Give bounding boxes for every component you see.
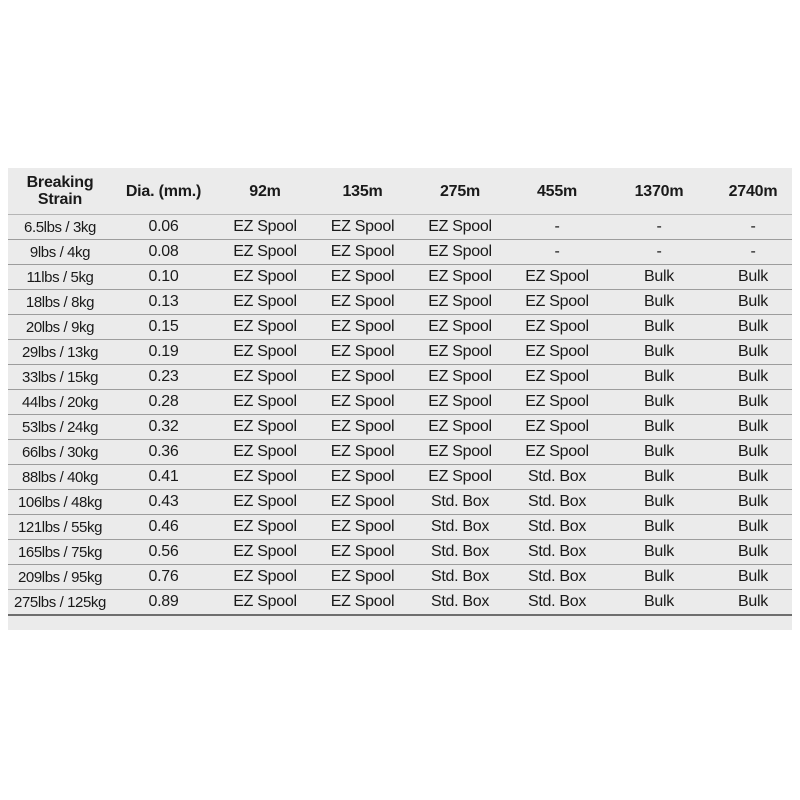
len-1370m-cell: Bulk	[604, 290, 714, 315]
len-135m-cell: EZ Spool	[315, 440, 410, 465]
breaking-strain-cell: 209lbs / 95kg	[8, 565, 112, 590]
len-275m-cell: Std. Box	[410, 515, 510, 540]
table-row	[8, 315, 792, 340]
len-92m-cell: EZ Spool	[215, 215, 315, 240]
breaking-strain-cell: 20lbs / 9kg	[8, 315, 112, 340]
diameter-cell: 0.13	[112, 290, 215, 315]
len-455m-cell: -	[510, 240, 604, 265]
breaking-strain-cell: 11lbs / 5kg	[8, 265, 112, 290]
len-2740m-cell: Bulk	[714, 315, 792, 340]
len-1370m-cell: Bulk	[604, 315, 714, 340]
len-1370m-cell: Bulk	[604, 415, 714, 440]
len-275m-cell: EZ Spool	[410, 390, 510, 415]
len-455m-cell: Std. Box	[510, 515, 604, 540]
len-275m-cell: EZ Spool	[410, 265, 510, 290]
header-92m: 92m	[249, 182, 281, 200]
table-row	[8, 215, 792, 240]
diameter-cell: 0.36	[112, 440, 215, 465]
len-2740m-cell: Bulk	[714, 290, 792, 315]
header-row	[8, 168, 792, 215]
table-row	[8, 290, 792, 315]
table-row	[8, 440, 792, 465]
len-1370m-cell: Bulk	[604, 490, 714, 515]
len-92m-cell: EZ Spool	[215, 515, 315, 540]
len-1370m-cell: Bulk	[604, 465, 714, 490]
len-92m-cell: EZ Spool	[215, 290, 315, 315]
table-row	[8, 365, 792, 390]
table-body	[8, 215, 792, 616]
len-2740m-cell: Bulk	[714, 390, 792, 415]
len-92m-cell: EZ Spool	[215, 540, 315, 565]
len-92m-cell: EZ Spool	[215, 490, 315, 515]
len-2740m-cell: Bulk	[714, 515, 792, 540]
len-92m-cell: EZ Spool	[215, 465, 315, 490]
table-row	[8, 515, 792, 540]
len-455m-cell: Std. Box	[510, 465, 604, 490]
len-1370m-cell: Bulk	[604, 565, 714, 590]
len-135m-cell: EZ Spool	[315, 315, 410, 340]
table-row	[8, 540, 792, 565]
len-92m-cell: EZ Spool	[215, 365, 315, 390]
table-row	[8, 390, 792, 415]
len-2740m-cell: Bulk	[714, 565, 792, 590]
len-455m-cell: -	[510, 215, 604, 240]
len-455m-cell: EZ Spool	[510, 340, 604, 365]
len-135m-cell: EZ Spool	[315, 240, 410, 265]
len-275m-cell: EZ Spool	[410, 415, 510, 440]
breaking-strain-cell: 66lbs / 30kg	[8, 440, 112, 465]
len-1370m-cell: Bulk	[604, 365, 714, 390]
len-455m-cell: Std. Box	[510, 565, 604, 590]
diameter-cell: 0.15	[112, 315, 215, 340]
table-header	[8, 168, 792, 215]
table-row	[8, 240, 792, 265]
len-2740m-cell: Bulk	[714, 415, 792, 440]
len-275m-cell: EZ Spool	[410, 440, 510, 465]
len-2740m-cell: Bulk	[714, 490, 792, 515]
len-455m-cell: EZ Spool	[510, 265, 604, 290]
breaking-strain-cell: 106lbs / 48kg	[8, 490, 112, 515]
diameter-cell: 0.32	[112, 415, 215, 440]
diameter-cell: 0.28	[112, 390, 215, 415]
len-2740m-cell: -	[714, 240, 792, 265]
len-1370m-cell: Bulk	[604, 440, 714, 465]
len-275m-cell: EZ Spool	[410, 215, 510, 240]
breaking-strain-cell: 53lbs / 24kg	[8, 415, 112, 440]
diameter-cell: 0.43	[112, 490, 215, 515]
len-275m-cell: EZ Spool	[410, 315, 510, 340]
len-135m-cell: EZ Spool	[315, 465, 410, 490]
len-135m-cell: EZ Spool	[315, 265, 410, 290]
len-135m-cell: EZ Spool	[315, 340, 410, 365]
len-275m-cell: Std. Box	[410, 540, 510, 565]
table-row	[8, 465, 792, 490]
len-92m-cell: EZ Spool	[215, 590, 315, 616]
breaking-strain-cell: 121lbs / 55kg	[8, 515, 112, 540]
diameter-cell: 0.08	[112, 240, 215, 265]
len-1370m-cell: Bulk	[604, 390, 714, 415]
len-135m-cell: EZ Spool	[315, 415, 410, 440]
diameter-cell: 0.10	[112, 265, 215, 290]
len-92m-cell: EZ Spool	[215, 315, 315, 340]
table-row	[8, 490, 792, 515]
len-2740m-cell: Bulk	[714, 440, 792, 465]
len-135m-cell: EZ Spool	[315, 390, 410, 415]
len-275m-cell: Std. Box	[410, 590, 510, 616]
len-455m-cell: EZ Spool	[510, 390, 604, 415]
len-135m-cell: EZ Spool	[315, 540, 410, 565]
header-breaking-line1: Breaking	[26, 174, 94, 191]
len-135m-cell: EZ Spool	[315, 490, 410, 515]
len-135m-cell: EZ Spool	[315, 365, 410, 390]
breaking-strain-cell: 33lbs / 15kg	[8, 365, 112, 390]
len-1370m-cell: Bulk	[604, 340, 714, 365]
table-row	[8, 265, 792, 290]
len-455m-cell: EZ Spool	[510, 315, 604, 340]
breaking-strain-cell: 275lbs / 125kg	[8, 590, 112, 616]
table-row	[8, 590, 792, 616]
len-2740m-cell: Bulk	[714, 365, 792, 390]
len-135m-cell: EZ Spool	[315, 215, 410, 240]
len-135m-cell: EZ Spool	[315, 515, 410, 540]
len-1370m-cell: Bulk	[604, 540, 714, 565]
spec-table	[8, 168, 792, 616]
len-275m-cell: Std. Box	[410, 565, 510, 590]
table-row	[8, 415, 792, 440]
len-1370m-cell: -	[604, 240, 714, 265]
breaking-strain-cell: 44lbs / 20kg	[8, 390, 112, 415]
len-92m-cell: EZ Spool	[215, 340, 315, 365]
len-135m-cell: EZ Spool	[315, 590, 410, 616]
breaking-strain-cell: 29lbs / 13kg	[8, 340, 112, 365]
len-1370m-cell: Bulk	[604, 590, 714, 616]
len-1370m-cell: -	[604, 215, 714, 240]
diameter-cell: 0.23	[112, 365, 215, 390]
breaking-strain-cell: 165lbs / 75kg	[8, 540, 112, 565]
diameter-cell: 0.76	[112, 565, 215, 590]
len-135m-cell: EZ Spool	[315, 290, 410, 315]
len-2740m-cell: Bulk	[714, 465, 792, 490]
diameter-cell: 0.19	[112, 340, 215, 365]
diameter-cell: 0.56	[112, 540, 215, 565]
table-row	[8, 340, 792, 365]
len-92m-cell: EZ Spool	[215, 565, 315, 590]
len-455m-cell: Std. Box	[510, 590, 604, 616]
len-1370m-cell: Bulk	[604, 515, 714, 540]
len-2740m-cell: -	[714, 215, 792, 240]
len-455m-cell: EZ Spool	[510, 290, 604, 315]
len-135m-cell: EZ Spool	[315, 565, 410, 590]
diameter-cell: 0.89	[112, 590, 215, 616]
len-2740m-cell: Bulk	[714, 590, 792, 616]
len-92m-cell: EZ Spool	[215, 415, 315, 440]
breaking-strain-cell: 9lbs / 4kg	[8, 240, 112, 265]
len-455m-cell: EZ Spool	[510, 440, 604, 465]
len-92m-cell: EZ Spool	[215, 440, 315, 465]
breaking-strain-cell: 6.5lbs / 3kg	[8, 215, 112, 240]
len-275m-cell: EZ Spool	[410, 340, 510, 365]
breaking-strain-cell: 88lbs / 40kg	[8, 465, 112, 490]
len-275m-cell: Std. Box	[410, 490, 510, 515]
diameter-cell: 0.06	[112, 215, 215, 240]
header-1370m: 1370m	[634, 182, 684, 200]
len-275m-cell: EZ Spool	[410, 290, 510, 315]
len-275m-cell: EZ Spool	[410, 465, 510, 490]
len-2740m-cell: Bulk	[714, 540, 792, 565]
diameter-cell: 0.41	[112, 465, 215, 490]
header-2740m: 2740m	[728, 182, 778, 200]
header-455m: 455m	[536, 182, 578, 200]
len-92m-cell: EZ Spool	[215, 265, 315, 290]
len-1370m-cell: Bulk	[604, 265, 714, 290]
len-92m-cell: EZ Spool	[215, 390, 315, 415]
len-455m-cell: Std. Box	[510, 490, 604, 515]
diameter-cell: 0.46	[112, 515, 215, 540]
len-92m-cell: EZ Spool	[215, 240, 315, 265]
len-275m-cell: EZ Spool	[410, 240, 510, 265]
table-row	[8, 565, 792, 590]
header-diameter: Dia. (mm.)	[125, 182, 202, 200]
len-275m-cell: EZ Spool	[410, 365, 510, 390]
len-2740m-cell: Bulk	[714, 265, 792, 290]
header-135m: 135m	[342, 182, 383, 200]
len-455m-cell: EZ Spool	[510, 365, 604, 390]
len-455m-cell: EZ Spool	[510, 415, 604, 440]
spec-table-container	[8, 168, 792, 630]
len-2740m-cell: Bulk	[714, 340, 792, 365]
header-breaking-strain	[8, 168, 112, 215]
len-455m-cell: Std. Box	[510, 540, 604, 565]
header-breaking-line2: Strain	[37, 191, 83, 208]
header-275m: 275m	[439, 182, 481, 200]
breaking-strain-cell: 18lbs / 8kg	[8, 290, 112, 315]
